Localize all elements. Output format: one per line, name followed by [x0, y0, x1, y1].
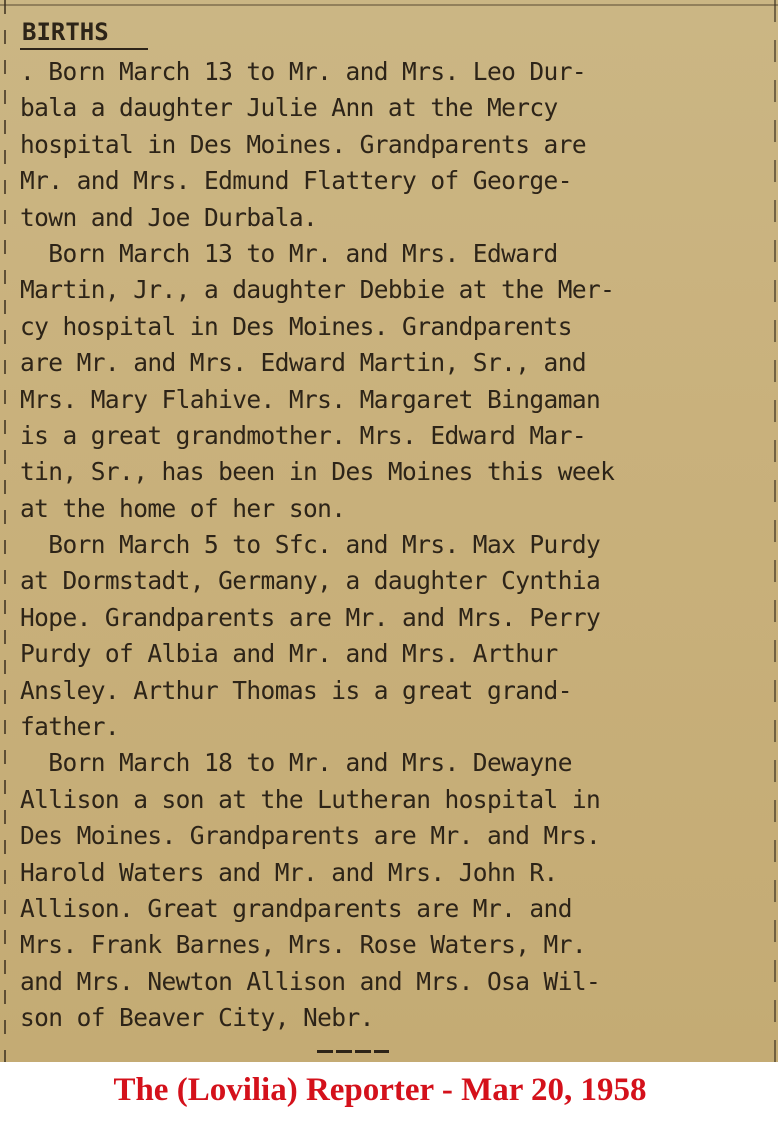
article-line: Born March 5 to Sfc. and Mrs. Max Purdy — [20, 530, 601, 560]
article-line: at the home of her son. — [20, 493, 346, 523]
article-line: Des Moines. Grandparents are Mr. and Mrs. — [20, 821, 601, 851]
source-caption: The (Lovilia) Reporter - Mar 20, 1958 — [113, 1072, 647, 1108]
article-line: cy hospital in Des Moines. Grandparents — [20, 311, 572, 341]
article-line: Mr. and Mrs. Edmund Flattery of George- — [20, 166, 572, 196]
article-line: father. — [20, 712, 120, 742]
article-line: hospital in Des Moines. Grandparents are — [20, 129, 587, 159]
article-line: Mrs. Frank Barnes, Mrs. Rose Waters, Mr. — [20, 930, 587, 960]
article-end-separator — [317, 1050, 389, 1053]
article-line: at Dormstadt, Germany, a daughter Cynthia — [20, 566, 601, 596]
article-line: and Mrs. Newton Allison and Mrs. Osa Wil- — [20, 966, 601, 996]
left-column-rule — [4, 0, 6, 1062]
article-line: Ansley. Arthur Thomas is a great grand- — [20, 675, 572, 705]
births-heading: BIRTHS — [22, 18, 109, 46]
article-line: town and Joe Durbala. — [20, 202, 318, 232]
right-column-rule — [774, 0, 776, 1062]
article-line: are Mr. and Mrs. Edward Martin, Sr., and — [20, 348, 587, 378]
article-line: bala a daughter Julie Ann at the Mercy — [20, 93, 558, 123]
heading-underline — [20, 48, 148, 50]
article-line: is a great grandmother. Mrs. Edward Mar- — [20, 420, 587, 450]
article-line: Allison. Great grandparents are Mr. and — [20, 893, 572, 923]
article-line: son of Beaver City, Nebr. — [20, 1003, 374, 1033]
births-article-body — [20, 54, 772, 1037]
article-line: Harold Waters and Mr. and Mrs. John R. — [20, 857, 558, 887]
article-line: Martin, Jr., a daughter Debbie at the Mer- — [20, 275, 615, 305]
article-line: Purdy of Albia and Mr. and Mrs. Arthur — [20, 639, 558, 669]
article-line: tin, Sr., has been in Des Moines this week — [20, 457, 615, 487]
top-border-rule — [0, 4, 778, 6]
article-line: Born March 18 to Mr. and Mrs. Dewayne — [20, 748, 572, 778]
article-line: . Born March 13 to Mr. and Mrs. Leo Dur- — [20, 57, 587, 86]
article-line: Hope. Grandparents are Mr. and Mrs. Perry — [20, 602, 601, 632]
article-line: Born March 13 to Mr. and Mrs. Edward — [20, 238, 558, 268]
article-line: Mrs. Mary Flahive. Mrs. Margaret Bingaman — [20, 384, 601, 414]
article-line: Allison a son at the Lutheran hospital in — [20, 784, 601, 814]
